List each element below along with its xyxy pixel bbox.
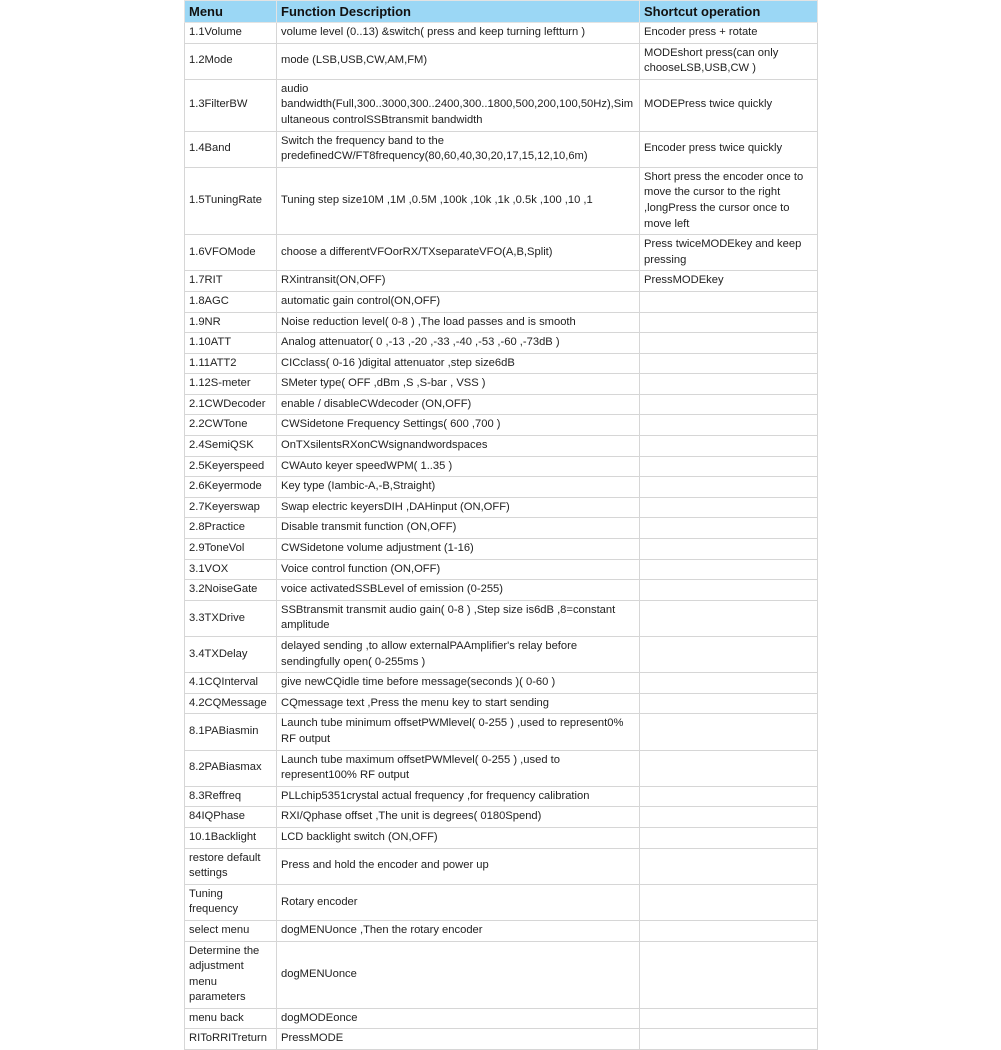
shortcut-cell: MODEshort press(can only chooseLSB,USB,CW ) xyxy=(640,43,818,79)
shortcut-cell xyxy=(640,374,818,395)
menu-cell: 8.3Reffreq xyxy=(185,786,277,807)
shortcut-cell: PressMODEkey xyxy=(640,271,818,292)
menu-cell: 1.12S-meter xyxy=(185,374,277,395)
menu-cell: RIToRRITreturn xyxy=(185,1029,277,1050)
function-cell: CWAuto keyer speedWPM( 1..35 ) xyxy=(277,456,640,477)
function-cell: automatic gain control(ON,OFF) xyxy=(277,291,640,312)
function-cell: SMeter type( OFF ,dBm ,S ,S-bar , VSS ) xyxy=(277,374,640,395)
shortcut-cell xyxy=(640,848,818,884)
function-cell: Swap electric keyersDIH ,DAHinput (ON,OFF) xyxy=(277,497,640,518)
header-menu: Menu xyxy=(185,1,277,23)
function-cell: dogMENUonce xyxy=(277,941,640,1008)
function-cell: volume level (0..13) &switch( press and keep turning leftturn ) xyxy=(277,23,640,44)
menu-function-table xyxy=(184,0,818,1050)
menu-cell: 1.8AGC xyxy=(185,291,277,312)
function-cell: CICclass( 0-16 )digital attenuator ,step size6dB xyxy=(277,353,640,374)
table-row xyxy=(185,559,818,580)
table-row xyxy=(185,786,818,807)
shortcut-cell xyxy=(640,539,818,560)
menu-cell: 1.2Mode xyxy=(185,43,277,79)
table-row xyxy=(185,394,818,415)
shortcut-cell xyxy=(640,673,818,694)
table-row xyxy=(185,539,818,560)
shortcut-cell xyxy=(640,750,818,786)
table-row xyxy=(185,23,818,44)
function-cell: Key type (Iambic-A,-B,Straight) xyxy=(277,477,640,498)
table-row xyxy=(185,79,818,131)
table-header-row xyxy=(185,1,818,23)
shortcut-cell xyxy=(640,477,818,498)
shortcut-cell xyxy=(640,394,818,415)
table-row xyxy=(185,415,818,436)
menu-cell: 3.2NoiseGate xyxy=(185,580,277,601)
menu-cell: 2.7Keyerswap xyxy=(185,497,277,518)
shortcut-cell xyxy=(640,786,818,807)
function-cell: give newCQidle time before message(seconds )( 0-60 ) xyxy=(277,673,640,694)
shortcut-cell xyxy=(640,312,818,333)
function-cell: PLLchip5351crystal actual frequency ,for frequency calibration xyxy=(277,786,640,807)
menu-cell: 1.9NR xyxy=(185,312,277,333)
shortcut-cell xyxy=(640,456,818,477)
table-row xyxy=(185,271,818,292)
shortcut-cell xyxy=(640,353,818,374)
shortcut-cell xyxy=(640,920,818,941)
table-row xyxy=(185,807,818,828)
menu-cell: 1.3FilterBW xyxy=(185,79,277,131)
table-row xyxy=(185,920,818,941)
table-row xyxy=(185,673,818,694)
header-shortcut-operation: Shortcut operation xyxy=(640,1,818,23)
table-row xyxy=(185,518,818,539)
function-cell: enable / disableCWdecoder (ON,OFF) xyxy=(277,394,640,415)
menu-cell: 1.4Band xyxy=(185,131,277,167)
menu-cell: 8.2PABiasmax xyxy=(185,750,277,786)
shortcut-cell xyxy=(640,497,818,518)
table-row xyxy=(185,235,818,271)
function-cell: Press and hold the encoder and power up xyxy=(277,848,640,884)
shortcut-cell xyxy=(640,1008,818,1029)
table-row xyxy=(185,131,818,167)
table-row xyxy=(185,827,818,848)
menu-cell: 1.11ATT2 xyxy=(185,353,277,374)
menu-cell: 10.1Backlight xyxy=(185,827,277,848)
shortcut-cell xyxy=(640,714,818,750)
menu-cell: Determine the adjustment menu parameters xyxy=(185,941,277,1008)
function-cell: Rotary encoder xyxy=(277,884,640,920)
menu-cell: select menu xyxy=(185,920,277,941)
header-function-description: Function Description xyxy=(277,1,640,23)
shortcut-cell xyxy=(640,1029,818,1050)
function-cell: Noise reduction level( 0-8 ) ,The load passes and is smooth xyxy=(277,312,640,333)
function-cell: PressMODE xyxy=(277,1029,640,1050)
shortcut-cell: Encoder press + rotate xyxy=(640,23,818,44)
menu-cell: 1.1Volume xyxy=(185,23,277,44)
table-row xyxy=(185,637,818,673)
table-row xyxy=(185,167,818,234)
shortcut-cell xyxy=(640,333,818,354)
function-cell: Launch tube minimum offsetPWMlevel( 0-255 ) ,used to represent0% RF output xyxy=(277,714,640,750)
function-cell: Voice control function (ON,OFF) xyxy=(277,559,640,580)
function-cell: voice activatedSSBLevel of emission (0-255) xyxy=(277,580,640,601)
menu-cell: 3.3TXDrive xyxy=(185,600,277,636)
menu-cell: 2.1CWDecoder xyxy=(185,394,277,415)
shortcut-cell xyxy=(640,580,818,601)
table-row xyxy=(185,456,818,477)
shortcut-cell: Encoder press twice quickly xyxy=(640,131,818,167)
table-row xyxy=(185,497,818,518)
function-cell: Analog attenuator( 0 ,-13 ,-20 ,-33 ,-40 ,-53 ,-60 ,-73dB ) xyxy=(277,333,640,354)
menu-cell: 84IQPhase xyxy=(185,807,277,828)
table-row xyxy=(185,312,818,333)
table-row xyxy=(185,848,818,884)
menu-cell: 2.6Keyermode xyxy=(185,477,277,498)
table-row xyxy=(185,884,818,920)
menu-cell: 1.7RIT xyxy=(185,271,277,292)
function-cell: Launch tube maximum offsetPWMlevel( 0-255 ) ,used to represent100% RF output xyxy=(277,750,640,786)
shortcut-cell xyxy=(640,436,818,457)
table-row xyxy=(185,291,818,312)
shortcut-cell xyxy=(640,807,818,828)
function-cell: CWSidetone Frequency Settings( 600 ,700 ) xyxy=(277,415,640,436)
function-cell: Disable transmit function (ON,OFF) xyxy=(277,518,640,539)
table-row xyxy=(185,941,818,1008)
shortcut-cell xyxy=(640,559,818,580)
table-row xyxy=(185,600,818,636)
function-cell: audio bandwidth(Full,300..3000,300..2400,300..1800,500,200,100,50Hz),Simultaneous controlSSBtransmit bandwidth xyxy=(277,79,640,131)
shortcut-cell xyxy=(640,415,818,436)
function-cell: dogMENUonce ,Then the rotary encoder xyxy=(277,920,640,941)
function-cell: dogMODEonce xyxy=(277,1008,640,1029)
function-cell: delayed sending ,to allow externalPAAmplifier's relay before sendingfully open( 0-255ms ) xyxy=(277,637,640,673)
table-row xyxy=(185,693,818,714)
shortcut-cell xyxy=(640,693,818,714)
menu-cell: restore default settings xyxy=(185,848,277,884)
table-row xyxy=(185,1008,818,1029)
shortcut-cell xyxy=(640,291,818,312)
function-cell: Tuning step size10M ,1M ,0.5M ,100k ,10k ,1k ,0.5k ,100 ,10 ,1 xyxy=(277,167,640,234)
shortcut-cell xyxy=(640,827,818,848)
function-cell: OnTXsilentsRXonCWsignandwordspaces xyxy=(277,436,640,457)
menu-cell: menu back xyxy=(185,1008,277,1029)
table-row xyxy=(185,353,818,374)
shortcut-cell xyxy=(640,600,818,636)
shortcut-cell: Short press the encoder once to move the cursor to the right ,longPress the cursor once to move left xyxy=(640,167,818,234)
shortcut-cell xyxy=(640,637,818,673)
menu-cell: 2.4SemiQSK xyxy=(185,436,277,457)
table-row xyxy=(185,374,818,395)
menu-cell: 8.1PABiasmin xyxy=(185,714,277,750)
menu-cell: 2.2CWTone xyxy=(185,415,277,436)
table-row xyxy=(185,333,818,354)
shortcut-cell xyxy=(640,518,818,539)
function-cell: CWSidetone volume adjustment (1-16) xyxy=(277,539,640,560)
table-body xyxy=(185,23,818,1050)
table-row xyxy=(185,436,818,457)
menu-cell: 1.5TuningRate xyxy=(185,167,277,234)
function-cell: LCD backlight switch (ON,OFF) xyxy=(277,827,640,848)
menu-cell: 3.4TXDelay xyxy=(185,637,277,673)
table-row xyxy=(185,750,818,786)
menu-cell: 3.1VOX xyxy=(185,559,277,580)
menu-cell: 2.5Keyerspeed xyxy=(185,456,277,477)
table-row xyxy=(185,477,818,498)
table-row xyxy=(185,43,818,79)
function-cell: mode (LSB,USB,CW,AM,FM) xyxy=(277,43,640,79)
function-cell: Switch the frequency band to the predefinedCW/FT8frequency(80,60,40,30,20,17,15,12,10,6m) xyxy=(277,131,640,167)
menu-cell: 2.8Practice xyxy=(185,518,277,539)
menu-cell: 1.10ATT xyxy=(185,333,277,354)
function-cell: RXintransit(ON,OFF) xyxy=(277,271,640,292)
menu-cell: 4.2CQMessage xyxy=(185,693,277,714)
menu-cell: 1.6VFOMode xyxy=(185,235,277,271)
function-cell: CQmessage text ,Press the menu key to start sending xyxy=(277,693,640,714)
menu-cell: 4.1CQInterval xyxy=(185,673,277,694)
shortcut-cell: Press twiceMODEkey and keep pressing xyxy=(640,235,818,271)
table-row xyxy=(185,580,818,601)
function-cell: RXI/Qphase offset ,The unit is degrees( 0180Spend) xyxy=(277,807,640,828)
table-row xyxy=(185,1029,818,1050)
menu-cell: Tuning frequency xyxy=(185,884,277,920)
menu-cell: 2.9ToneVol xyxy=(185,539,277,560)
shortcut-cell xyxy=(640,884,818,920)
function-cell: choose a differentVFOorRX/TXseparateVFO(A,B,Split) xyxy=(277,235,640,271)
shortcut-cell: MODEPress twice quickly xyxy=(640,79,818,131)
table-row xyxy=(185,714,818,750)
function-cell: SSBtransmit transmit audio gain( 0-8 ) ,Step size is6dB ,8=constant amplitude xyxy=(277,600,640,636)
shortcut-cell xyxy=(640,941,818,1008)
